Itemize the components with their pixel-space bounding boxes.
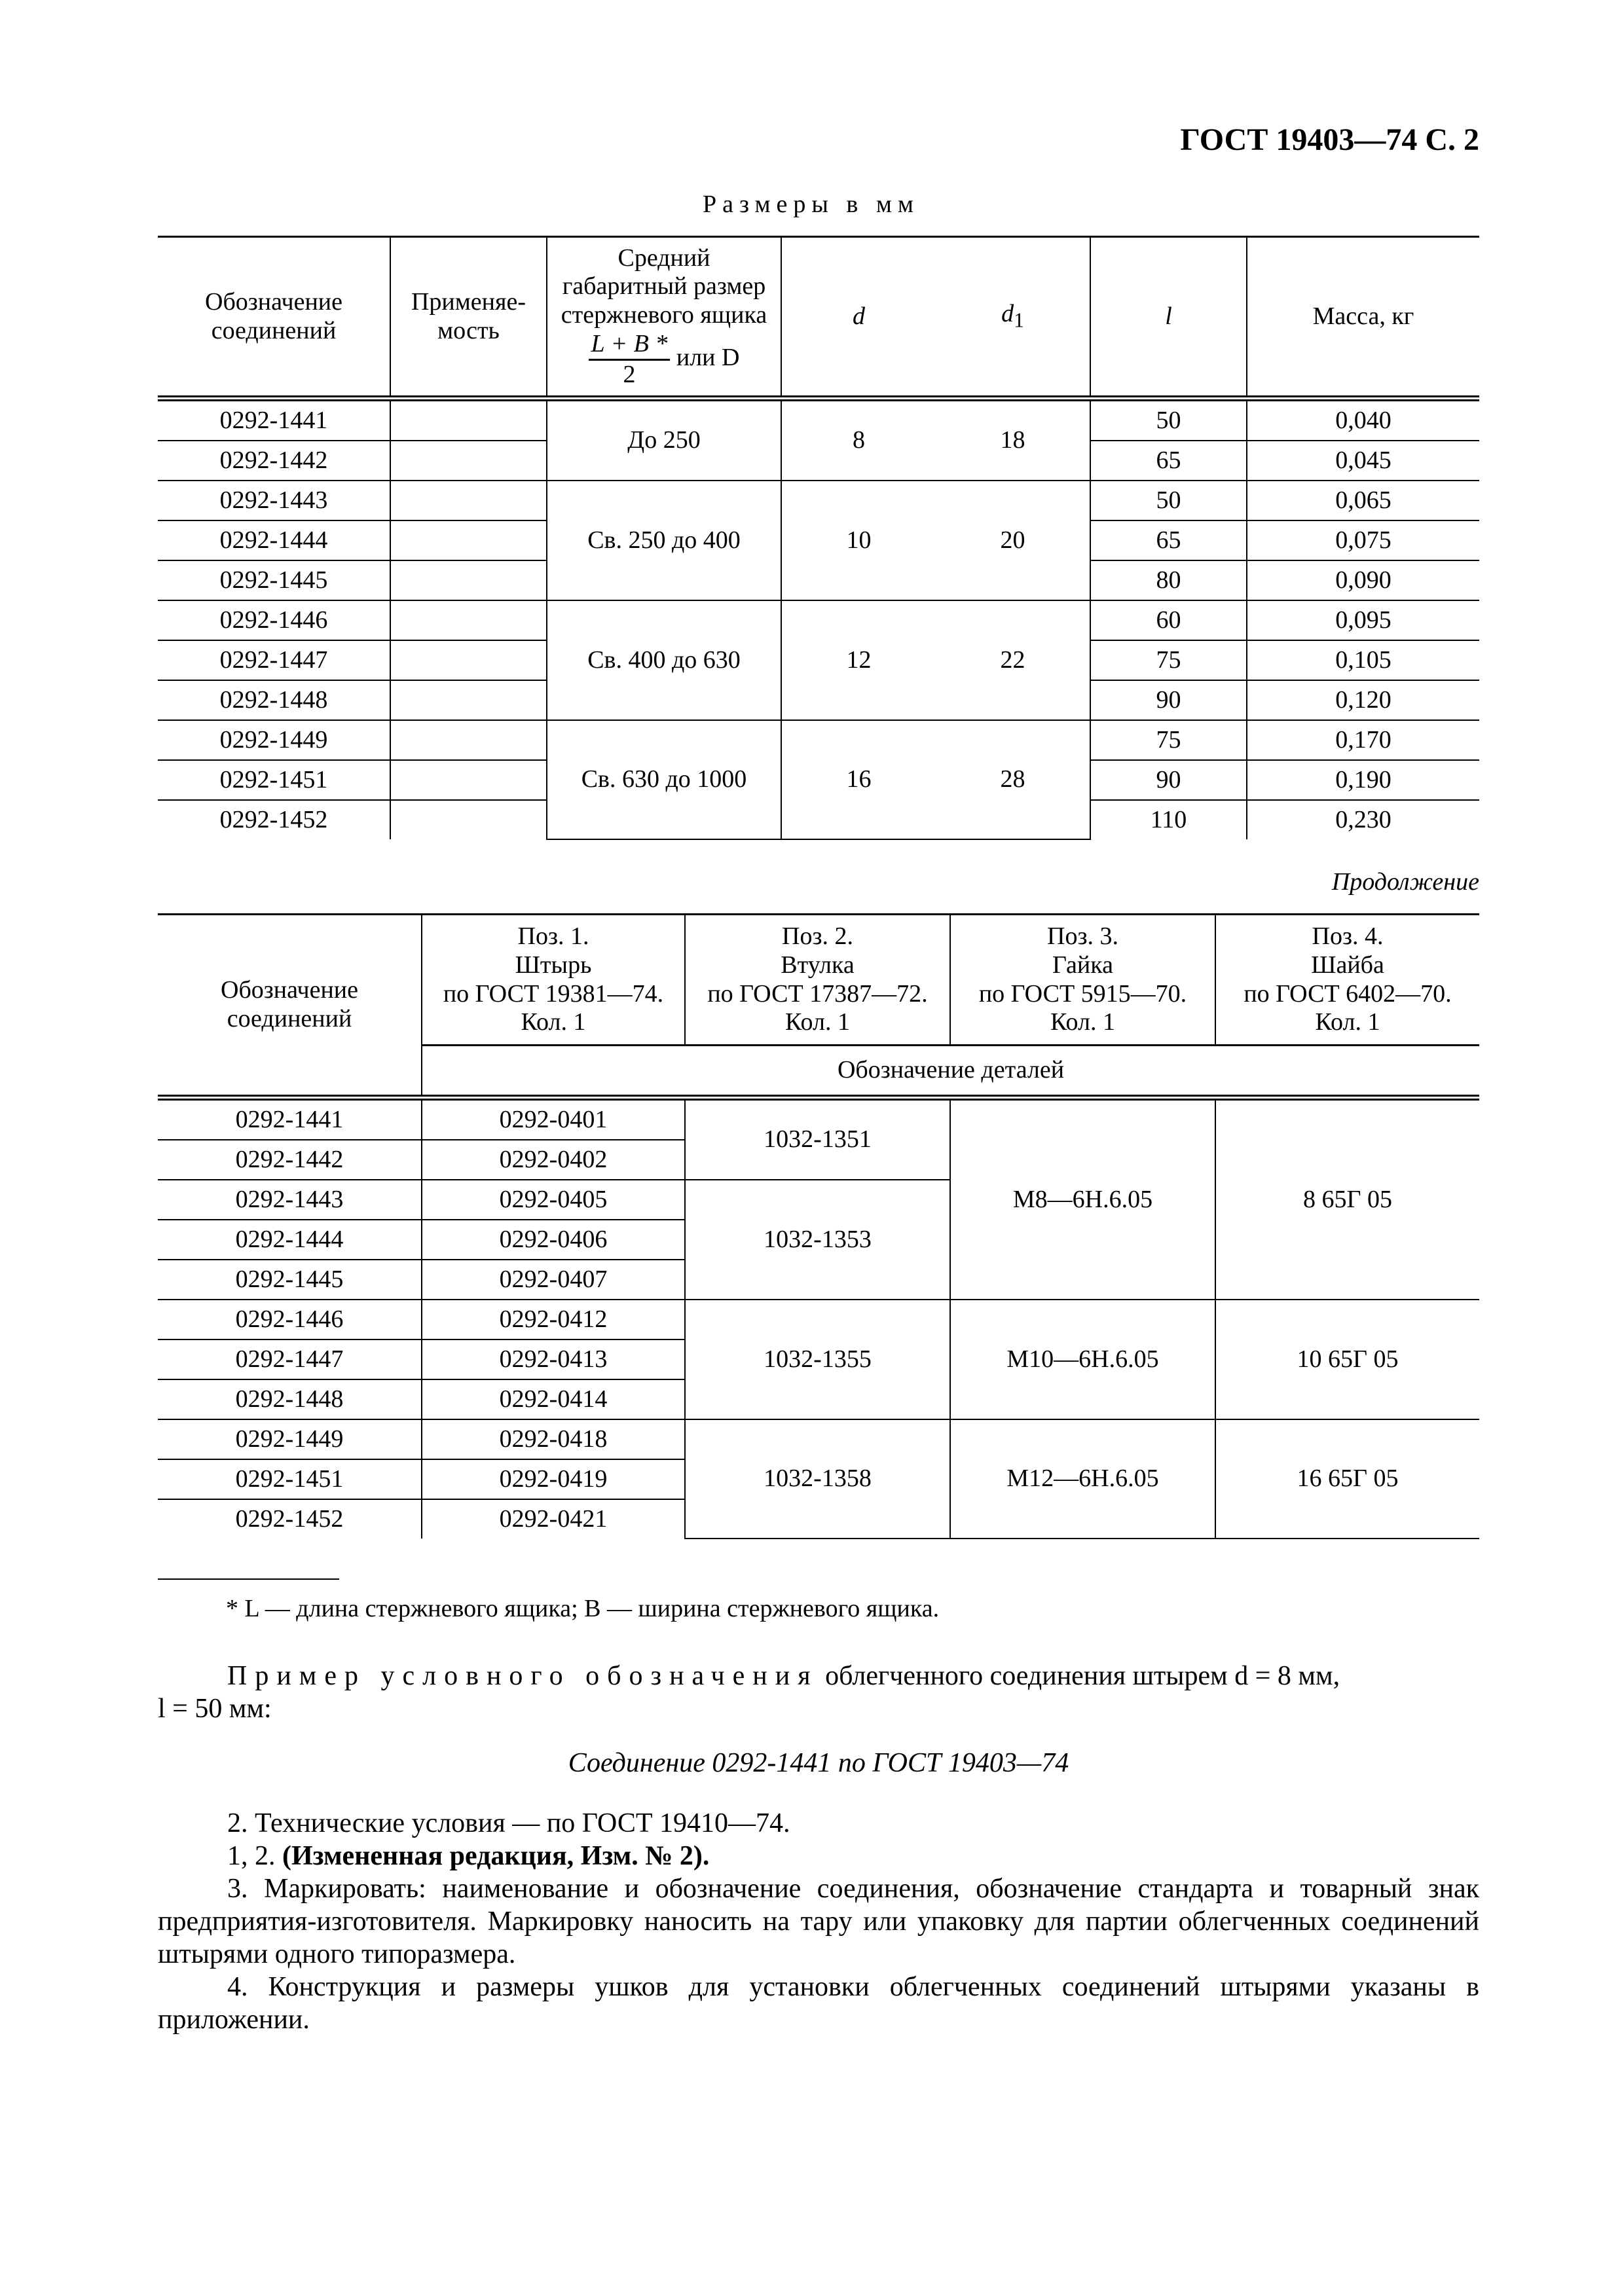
mass-cell: 0,090 [1247,560,1479,600]
d-cell: 10 [781,481,936,600]
col-pos1 [422,915,685,1046]
pos1-title: Поз. 1. [517,922,589,951]
l-cell: 65 [1090,520,1247,560]
table-row [158,399,1479,441]
nut-cell: M12—6H.6.05 [950,1419,1215,1539]
l-cell: 110 [1090,800,1247,839]
designation-cell: 0292-1448 [158,1379,422,1419]
page-header: ГОСТ 19403—74 С. 2 [1180,122,1479,157]
amend-bold: (Измененная редакция, Изм. № 2). [282,1841,710,1871]
l-cell: 65 [1090,441,1247,481]
pos1-qty: Кол. 1 [521,1008,586,1036]
pos2-qty: Кол. 1 [785,1008,850,1036]
mass-cell: 0,120 [1247,680,1479,720]
designation-cell: 0292-1448 [158,680,390,720]
pin-cell: 0292-0414 [422,1379,685,1419]
col-applicability: Применяе-мость [390,237,547,399]
amendment-note [158,1840,1479,1872]
designation-cell: 0292-1441 [158,1098,422,1140]
pin-cell: 0292-0401 [422,1098,685,1140]
designation-cell: 0292-1452 [158,1499,422,1539]
pos2-std: по ГОСТ 17387—72. [707,979,928,1008]
continuation-label: Продолжение [1331,868,1479,896]
col-designation: Обозначение соединений [158,237,390,399]
d-label: d [853,302,865,330]
designation-cell: 0292-1445 [158,560,390,600]
pos4-title: Поз. 4. [1312,922,1384,951]
mass-cell: 0,170 [1247,720,1479,760]
d-cell: 12 [781,600,936,720]
l-cell: 50 [1090,399,1247,441]
pos2-title: Поз. 2. [782,922,853,951]
col-designation: Обозначение соединений [158,915,422,1098]
mass-cell: 0,190 [1247,760,1479,800]
col-pos2 [685,915,950,1046]
example-spaced: Пример условного обозначения [227,1661,819,1691]
applicability-cell [390,760,547,800]
size-cell: Св. 250 до 400 [547,481,781,600]
pin-cell: 0292-0402 [422,1140,685,1180]
mass-cell: 0,230 [1247,800,1479,839]
frac-den: 2 [623,360,636,388]
designation-cell: 0292-1443 [158,1180,422,1220]
designation-cell: 0292-1446 [158,1300,422,1339]
pos3-name: Гайка [1052,951,1113,979]
col-pos4 [1215,915,1479,1046]
table-row [158,1300,1479,1339]
applicability-cell [390,560,547,600]
d-cell: 16 [781,720,936,839]
mass-cell: 0,045 [1247,441,1479,481]
size-cell: До 250 [547,399,781,481]
or-d: или D [676,343,740,371]
col-d1 [936,237,1090,399]
pin-cell: 0292-0407 [422,1260,685,1300]
l-cell: 60 [1090,600,1247,640]
avg-size-l1: Средний [617,244,710,272]
washer-cell: 10 65Г 05 [1215,1300,1479,1419]
d1-cell: 20 [936,481,1090,600]
bushing-cell: 1032-1351 [685,1098,950,1180]
l-cell: 50 [1090,481,1247,520]
pin-cell: 0292-0413 [422,1339,685,1379]
pin-cell: 0292-0405 [422,1180,685,1220]
frac-num: L + B * [589,330,671,361]
applicability-cell [390,399,547,441]
designation-cell: 0292-1442 [158,1140,422,1180]
washer-cell: 8 65Г 05 [1215,1098,1479,1300]
designation-cell: 0292-1444 [158,520,390,560]
example-rest: облегченного соединения штырем d = 8 мм, [818,1661,1340,1691]
designation-cell: 0292-1451 [158,760,390,800]
pos2-name: Втулка [781,951,855,979]
designation-cell: 0292-1444 [158,1220,422,1260]
pin-cell: 0292-0421 [422,1499,685,1539]
mass-cell: 0,075 [1247,520,1479,560]
pos4-qty: Кол. 1 [1315,1008,1380,1036]
l-cell: 75 [1090,720,1247,760]
designation-cell: 0292-1451 [158,1459,422,1499]
designation-cell: 0292-1441 [158,399,390,441]
item-3: 3. Маркировать: наименование и обозначение соединения, обозначение стандарта и товарный знак предприятия-изготовителя. Маркировку наносить на тару или упаковку для партии облегченных соединений штырями одного типоразмера. [158,1874,1479,1969]
table-row [158,1098,1479,1140]
example-designation: Соединение 0292-1441 по ГОСТ 19403—74 [568,1748,1069,1778]
applicability-cell [390,680,547,720]
applicability-cell [390,600,547,640]
washer-cell: 16 65Г 05 [1215,1419,1479,1539]
item-2: 2. Технические условия — по ГОСТ 19410—74. [227,1808,790,1838]
designation-cell: 0292-1442 [158,441,390,481]
mass-cell: 0,105 [1247,640,1479,680]
bushing-cell: 1032-1355 [685,1300,950,1419]
pin-cell: 0292-0406 [422,1220,685,1260]
example-line2: l = 50 мм: [158,1694,272,1724]
pos1-std: по ГОСТ 19381—74. [443,979,664,1008]
pin-cell: 0292-0412 [422,1300,685,1339]
footnote-divider [158,1578,339,1580]
designation-cell: 0292-1446 [158,600,390,640]
avg-size-l2: габаритный размер [562,272,766,301]
bushing-cell: 1032-1358 [685,1419,950,1539]
table-row [158,720,1479,760]
applicability-cell [390,520,547,560]
designation-cell: 0292-1449 [158,1419,422,1459]
dimensions-table [158,236,1479,840]
applicability-cell [390,481,547,520]
table-row [158,600,1479,640]
designation-cell: 0292-1452 [158,800,390,839]
nut-cell: M10—6H.6.05 [950,1300,1215,1419]
l-cell: 80 [1090,560,1247,600]
nut-cell: M8—6H.6.05 [950,1098,1215,1300]
pos3-std: по ГОСТ 5915—70. [978,979,1187,1008]
pin-cell: 0292-0419 [422,1459,685,1499]
l-cell: 90 [1090,680,1247,720]
d1-label: d [1001,300,1014,328]
applicability-cell [390,640,547,680]
table-row [158,1419,1479,1459]
avg-size-l3: стержневого ящика [561,301,767,329]
applicability-cell [390,720,547,760]
designation-cell: 0292-1445 [158,1260,422,1300]
fraction [589,330,671,389]
d1-cell: 28 [936,720,1090,839]
pos3-qty: Кол. 1 [1050,1008,1115,1036]
col-pos3 [950,915,1215,1046]
designation-cell: 0292-1447 [158,1339,422,1379]
mass-cell: 0,040 [1247,399,1479,441]
applicability-cell [390,441,547,481]
mass-cell: 0,095 [1247,600,1479,640]
example-paragraph [158,1660,1479,1725]
col-avg-size [547,237,781,399]
d1-cell: 22 [936,600,1090,720]
pos3-title: Поз. 3. [1047,922,1118,951]
col-d [781,237,936,399]
item-4: 4. Конструкция и размеры ушков для установки облегченных соединений штырями указаны в приложении. [158,1972,1479,2035]
l-cell: 75 [1090,640,1247,680]
designation-cell: 0292-1447 [158,640,390,680]
d1-sub: 1 [1014,309,1024,333]
col-l [1090,237,1247,399]
pos4-std: по ГОСТ 6402—70. [1244,979,1452,1008]
col-mass: Масса, кг [1247,237,1479,399]
units-caption: Размеры в мм [703,191,919,218]
pin-cell: 0292-0418 [422,1419,685,1459]
designation-cell: 0292-1449 [158,720,390,760]
pos1-name: Штырь [515,951,592,979]
mass-cell: 0,065 [1247,481,1479,520]
d1-cell: 18 [936,399,1090,481]
l-label: l [1165,302,1172,330]
size-cell: Св. 630 до 1000 [547,720,781,839]
applicability-cell [390,800,547,839]
parts-subheader: Обозначение деталей [422,1046,1479,1098]
footnote: * L — длина стержневого ящика; B — ширина стержневого ящика. [226,1595,940,1622]
d-cell: 8 [781,399,936,481]
l-cell: 90 [1090,760,1247,800]
table-row [158,481,1479,520]
pos4-name: Шайба [1311,951,1384,979]
amend-prefix: 1, 2. [227,1841,282,1871]
size-cell: Св. 400 до 630 [547,600,781,720]
parts-table [158,913,1479,1539]
designation-cell: 0292-1443 [158,481,390,520]
bushing-cell: 1032-1353 [685,1180,950,1300]
